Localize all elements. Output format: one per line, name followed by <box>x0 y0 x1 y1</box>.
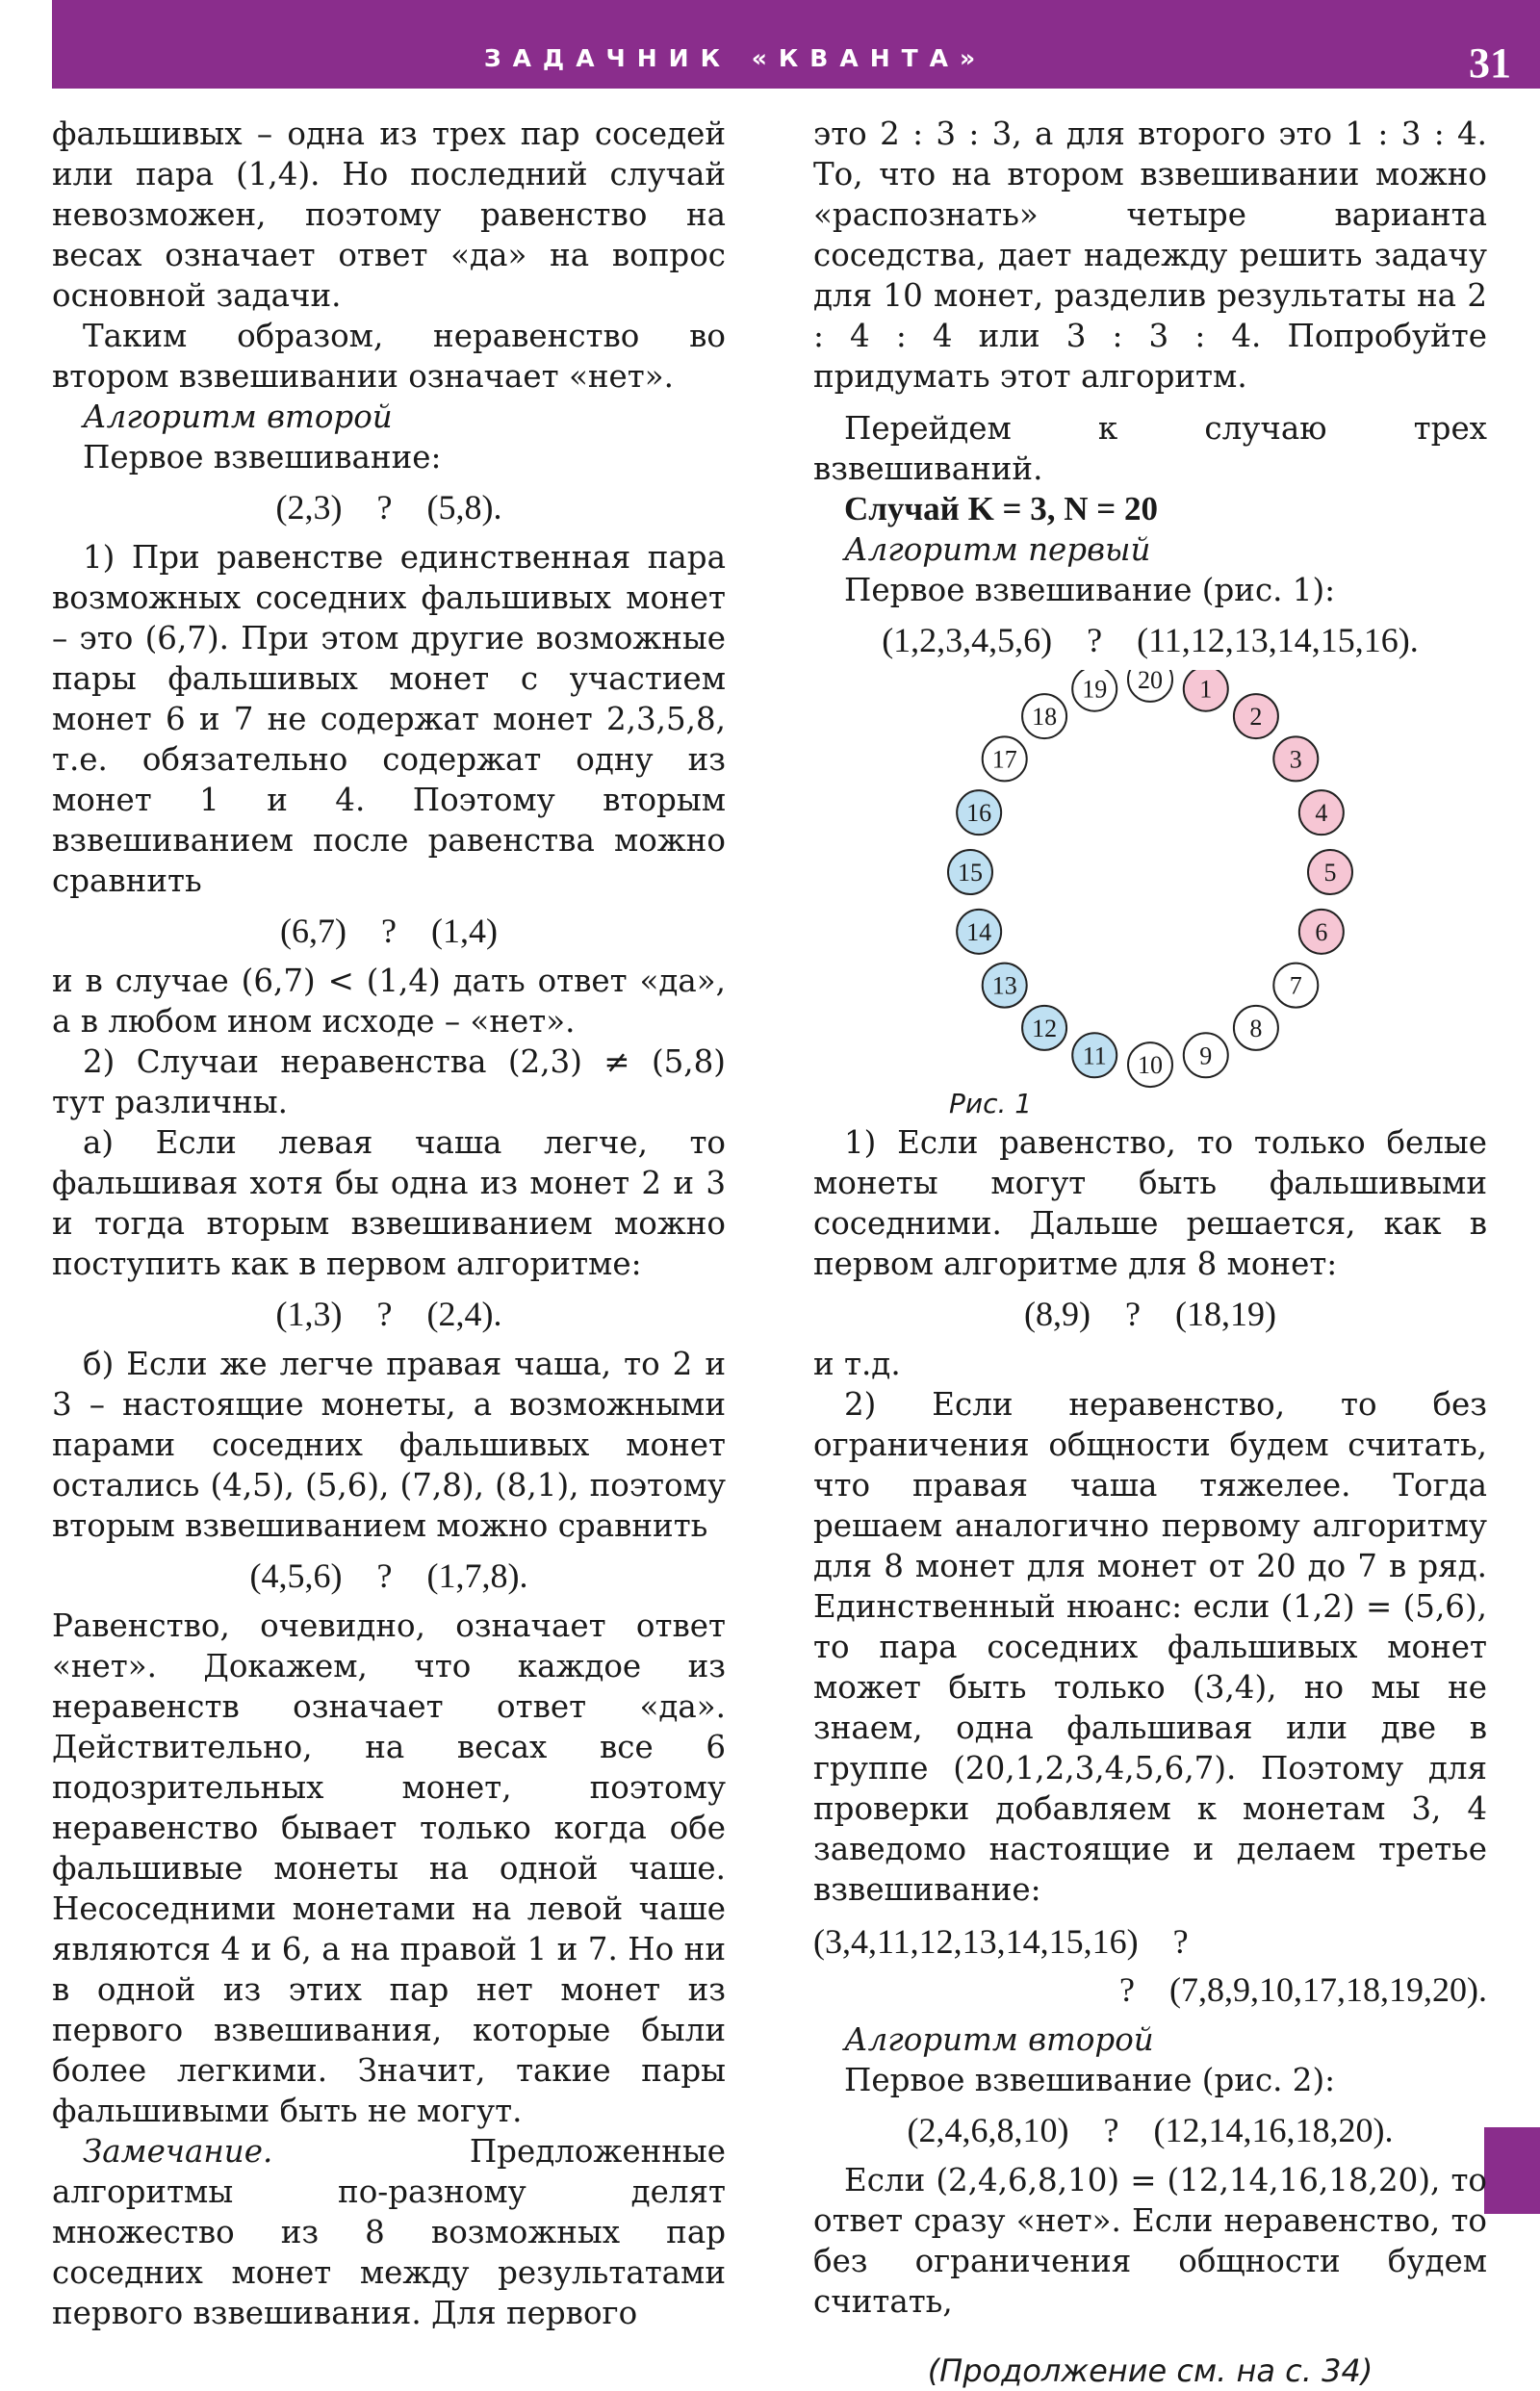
coin-3 <box>1273 736 1318 781</box>
page-header <box>52 0 1540 89</box>
algorithm-heading: Алгоритм второй <box>83 398 393 435</box>
coin-20 <box>1128 670 1172 702</box>
coin-label: 8 <box>1249 1014 1263 1042</box>
coin-5 <box>1308 850 1352 894</box>
formula: (6,7) ? (1,4) <box>280 912 498 950</box>
paragraph: и в случае (6,7) < (1,4) дать ответ «да», а в любом ином исходе – «нет». <box>52 963 726 1040</box>
paragraph: Первое взвешивание (рис. 1): <box>844 572 1336 608</box>
coin-8 <box>1234 1006 1278 1050</box>
formula: (4,5,6) ? (1,7,8). <box>249 1556 528 1595</box>
coin-label: 3 <box>1289 745 1302 774</box>
remark-text: Предложенные алгоритмы по-разному делят множество из 8 возможных пар соседних монет между результатами первого взвешивания. Для первого <box>52 2133 726 2331</box>
coin-10 <box>1128 1042 1172 1087</box>
formula: ? (7,8,9,10,17,18,19,20). <box>1119 1970 1487 2009</box>
remark-label: Замечание. <box>83 2133 273 2170</box>
coin-18 <box>1022 694 1066 738</box>
coin-14 <box>957 910 1001 954</box>
formula: (8,9) ? (18,19) <box>1024 1295 1276 1333</box>
coin-7 <box>1273 964 1318 1008</box>
paragraph: Перейдем к случаю трех взвешиваний. <box>813 410 1487 487</box>
continuation-note: (Продолжение см. на с. 34) <box>927 2352 1373 2389</box>
paragraph: Равенство, очевидно, означает ответ «нет». Докажем, что каждое из неравенств означает ответ «да». Действительно, на весах все 6 подозрительных монет, поэтому неравенство бывает только когда обе фальшивые монеты на одной чаше. Несоседними монетами на левой чаше являются 4 и 6, а на правой 1 и 7. Но ни в одной из этих пар нет монет из первого взвешивания, которые были более легкими. Значит, такие пары фальшивыми быть не могут. <box>52 1607 726 2129</box>
coin-label: 10 <box>1138 1051 1163 1080</box>
formula: (1,2,3,4,5,6) ? (11,12,13,14,15,16). <box>882 621 1419 659</box>
coin-label: 11 <box>1082 1041 1107 1070</box>
paragraph: Если (2,4,6,8,10) = (12,14,16,18,20), то ответ сразу «нет». Если неравенство, то без ограничения общности будем считать, <box>813 2162 1487 2320</box>
coin-label: 12 <box>1032 1014 1058 1042</box>
coin-2 <box>1234 694 1278 738</box>
coin-16 <box>957 790 1001 835</box>
journal-section-title: ЗАДАЧНИК «КВАНТА» <box>483 44 988 72</box>
formula: (2,3) ? (5,8). <box>275 488 502 527</box>
coin-label: 6 <box>1315 917 1328 946</box>
coin-19 <box>1072 670 1116 711</box>
paragraph: б) Если же легче правая чаша, то 2 и 3 – настоящие монеты, а возможными парами соседних фальшивых монет остались (4,5), (5,6), (7,8), (8,1), поэтому вторым взвешиванием можно сравнить <box>52 1346 726 1544</box>
coin-1 <box>1184 670 1228 711</box>
paragraph: 2) Если неравенство, то без ограничения общности будем считать, что правая чаша тяжелее. Тогда решаем аналогично первому алгоритму для 8 монет для монет от 20 до 7 в ряд. Единственный нюанс: если (1,2) = (5,6), то пара соседних фальшивых монет может быть только (3,4), но мы не знаем, одна фальшивая или две в группе (20,1,2,3,4,5,6,7). Поэтому для проверки добавляем к монетам 3, 4 заведомо настоящие и делаем третье взвешивание: <box>813 1386 1487 1908</box>
formula: (1,3) ? (2,4). <box>275 1295 502 1333</box>
paragraph: Таким образом, неравенство во втором взвешивании означает «нет». <box>52 318 726 395</box>
coin-label: 1 <box>1199 675 1213 704</box>
coin-label: 13 <box>991 971 1017 1000</box>
coin-13 <box>983 964 1027 1008</box>
coin-label: 9 <box>1199 1041 1213 1070</box>
algorithm-heading: Алгоритм второй <box>844 2021 1154 2058</box>
coin-label: 14 <box>966 917 992 946</box>
coin-12 <box>1022 1006 1066 1050</box>
coin-label: 18 <box>1032 703 1058 732</box>
paragraph: это 2 : 3 : 3, а для второго это 1 : 3 : 4. То, что на втором взвешивании можно «распознать» четыре варианта соседства, дает надежду решить задачу для 10 монет, разделив результаты на 2 : 4 : 4 или 3 : 3 : 4. Попробуйте придумать этот алгоритм. <box>813 116 1487 395</box>
coin-17 <box>983 736 1027 781</box>
paragraph: 2) Случаи неравенства (2,3) ≠ (5,8) тут различны. <box>52 1043 726 1120</box>
case-heading: Случай K = 3, N = 20 <box>844 490 1158 527</box>
coin-label: 15 <box>958 859 983 887</box>
coin-label: 20 <box>1138 670 1163 694</box>
formula: (2,4,6,8,10) ? (12,14,16,18,20). <box>907 2111 1394 2149</box>
coin-label: 16 <box>966 799 992 828</box>
coin-6 <box>1299 910 1344 954</box>
paragraph: и т.д. <box>813 1346 901 1382</box>
coin-11 <box>1072 1033 1116 1077</box>
coin-9 <box>1184 1033 1228 1077</box>
coin-label: 4 <box>1315 799 1328 828</box>
coin-circle-diagram <box>813 670 1487 1093</box>
left-column <box>52 114 726 2333</box>
coin-15 <box>948 850 992 894</box>
coin-label: 17 <box>991 745 1017 774</box>
paragraph: Первое взвешивание: <box>83 439 442 476</box>
paragraph: а) Если левая чаша легче, то фальшивая хотя бы одна из монет 2 и 3 и тогда вторым взвешиванием можно поступить как в первом алгоритме: <box>52 1124 726 1282</box>
paragraph: Первое взвешивание (рис. 2): <box>844 2062 1336 2098</box>
right-column <box>813 114 1487 2391</box>
corner-accent-bar <box>1484 2127 1540 2214</box>
algorithm-heading: Алгоритм первый <box>844 531 1151 568</box>
page-number: 31 <box>1469 39 1511 87</box>
formula: (3,4,11,12,13,14,15,16) ? <box>813 1922 1189 1961</box>
figure-coin-circle <box>813 670 1487 1122</box>
paragraph: 1) При равенстве единственная пара возможных соседних фальшивых монет – это (6,7). При этом другие возможные пары фальшивых монет с участием монет 6 и 7 не содержат монет 2,3,5,8, т.е. обязательно содержат одну из монет 1 и 4. Поэтому вторым взвешиванием после равенства можно сравнить <box>52 539 726 899</box>
coin-label: 2 <box>1249 703 1263 732</box>
paragraph: 1) Если равенство, то только белые монеты могут быть фальшивыми соседними. Дальше решается, как в первом алгоритме для 8 монет: <box>813 1124 1487 1282</box>
paragraph: фальшивых – одна из трех пар соседей или пара (1,4). Но последний случай невозможен, поэтому равенство на весах означает ответ «да» на вопрос основной задачи. <box>52 116 726 314</box>
coin-4 <box>1299 790 1344 835</box>
paragraph <box>52 2131 726 2333</box>
coin-label: 7 <box>1289 971 1302 1000</box>
coin-label: 5 <box>1323 859 1337 887</box>
figure-caption: Рис. 1 <box>949 1088 1033 1119</box>
coin-label: 19 <box>1082 675 1108 704</box>
